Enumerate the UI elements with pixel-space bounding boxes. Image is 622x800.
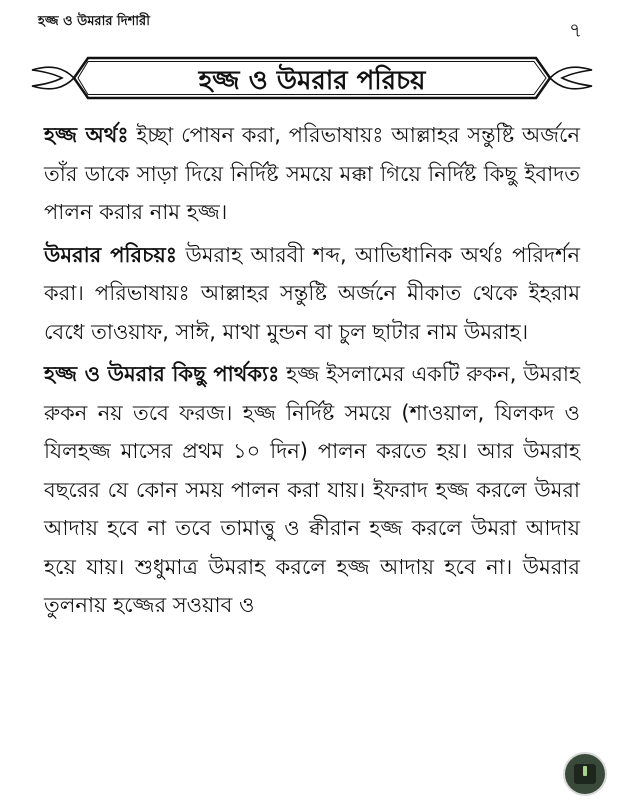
paragraph-differences [44, 355, 580, 625]
paragraph-hajj-meaning [44, 116, 580, 232]
term-label: হজ্জ অর্থঃ [44, 123, 129, 147]
body-text [44, 116, 580, 629]
paragraph-text: ইচ্ছা পোষন করা, পরিভাষায়ঃ আল্লাহর সন্তুষ্টি অর্জনে তাঁর ডাকে সাড়া দিয়ে নির্দিষ্ট সময়ে মক্কা গিয়ে নির্দিষ্ট কিছু ইবাদত পালন করার নাম হজ্জ। [44, 123, 580, 224]
term-label: উমরার পরিচয়ঃ [44, 242, 178, 267]
running-header: হজ্জ ও উমরার দিশারী [38, 14, 150, 29]
paragraph-text: উমরাহ আরবী শব্দ, আভিধানিক অর্থঃ পরিদর্শন করা। পরিভাষায়ঃ আল্লাহর সন্তুষ্টি অর্জনে মীকাত থেকে ইহরাম বেধে তাওয়াফ, সাঈ, মাথা মুন্ডন বা চুল ছাটার নাম উমরাহ। [44, 242, 580, 344]
publisher-logo-icon [565, 754, 605, 794]
term-label: হজ্জ ও উমরার কিছু পার্থক্যঃ [44, 362, 280, 386]
paragraph-text: হজ্জ ইসলামের একটি রুকন, উমরাহ রুকন নয় তবে ফরজ। হজ্জ নির্দিষ্ট সময়ে (শাওয়াল, যিলকদ ও যিলহজ্জ মাসের প্রথম ১০ দিন) পালন করতে হয়। আর উমরাহ বছরের যে কোন সময় পালন করা যায়। ইফরাদ হজ্জ করলে উমরা আদায় হবে না তবে তামাত্তু ও ক্বীরান হজ্জ করলে উমরা আদায় হয়ে যায়। শুধুমাত্র উমরাহ করলে হজ্জ আদায় হবে না। উমরার তুলনায় হজ্জের সওয়াব ও [44, 362, 580, 617]
paragraph-umrah-definition [44, 236, 580, 352]
chapter-title: হজ্জ ও উমরার পরিচয় [198, 66, 426, 96]
chapter-banner [28, 46, 596, 110]
page-number: ৭ [568, 18, 582, 42]
